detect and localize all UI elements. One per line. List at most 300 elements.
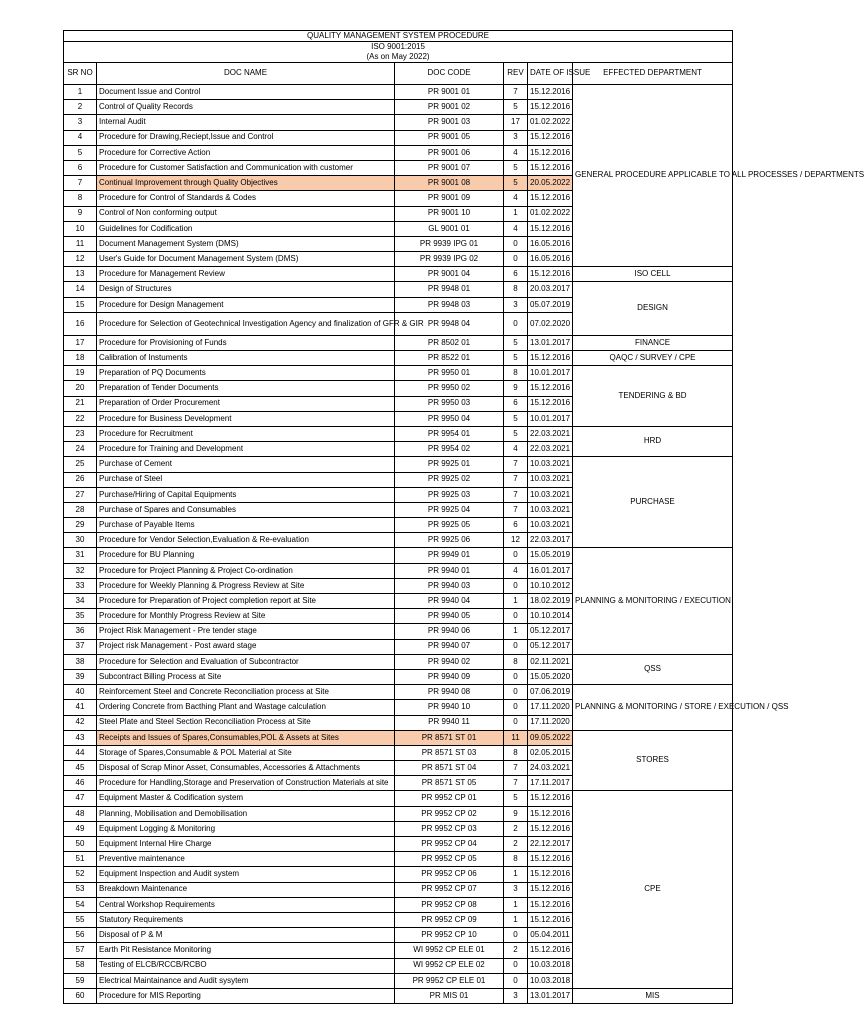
cell-sr-no: 59 [64, 973, 97, 988]
cell-sr-no: 49 [64, 821, 97, 836]
cell-doc-code: PR 8522 01 [395, 351, 504, 366]
cell-rev: 4 [504, 563, 528, 578]
cell-doc-name: Procedure for Design Management [97, 297, 395, 312]
cell-doc-name: Document Management System (DMS) [97, 236, 395, 251]
cell-sr-no: 52 [64, 867, 97, 882]
cell-rev: 0 [504, 578, 528, 593]
cell-doc-code: PR 9952 CP ELE 01 [395, 973, 504, 988]
cell-rev: 0 [504, 548, 528, 563]
cell-rev: 1 [504, 206, 528, 221]
cell-doc-code: PR 9950 01 [395, 366, 504, 381]
cell-rev: 7 [504, 761, 528, 776]
cell-doc-code: PR 9952 CP 10 [395, 928, 504, 943]
cell-doc-name: Procedure for Vendor Selection,Evaluation & Re-evaluation [97, 533, 395, 548]
cell-sr-no: 40 [64, 685, 97, 700]
cell-doc-name: Control of Non conforming output [97, 206, 395, 221]
cell-doc-name: Internal Audit [97, 115, 395, 130]
cell-rev: 1 [504, 912, 528, 927]
cell-doc-name: Procedure for Business Development [97, 411, 395, 426]
cell-date-of-issue: 15.12.2016 [528, 130, 573, 145]
cell-rev: 0 [504, 715, 528, 730]
cell-rev: 7 [504, 776, 528, 791]
cell-doc-name: Equipment Internal Hire Charge [97, 837, 395, 852]
col-header-date-of-issue: DATE OF ISSUE [528, 63, 573, 85]
cell-doc-name: Purchase of Steel [97, 472, 395, 487]
cell-date-of-issue: 15.12.2016 [528, 912, 573, 927]
cell-date-of-issue: 10.10.2012 [528, 578, 573, 593]
cell-doc-name: Procedure for BU Planning [97, 548, 395, 563]
cell-doc-name: Preparation of PQ Documents [97, 366, 395, 381]
cell-date-of-issue: 15.12.2016 [528, 267, 573, 282]
cell-date-of-issue: 15.12.2016 [528, 160, 573, 175]
cell-effected-department: GENERAL PROCEDURE APPLICABLE TO ALL PROCESSES / DEPARTMENTS [573, 85, 733, 267]
cell-doc-name: Procedure for Drawing,Reciept,Issue and Control [97, 130, 395, 145]
cell-sr-no: 18 [64, 351, 97, 366]
cell-doc-name: Procedure for Control of Standards & Codes [97, 191, 395, 206]
table-row [64, 988, 733, 1003]
table-row [64, 730, 733, 745]
cell-doc-code: WI 9952 CP ELE 01 [395, 943, 504, 958]
cell-sr-no: 15 [64, 297, 97, 312]
cell-doc-name: Receipts and Issues of Spares,Consumables,POL & Assets at Sites [97, 730, 395, 745]
cell-sr-no: 35 [64, 609, 97, 624]
cell-date-of-issue: 05.12.2017 [528, 624, 573, 639]
cell-doc-code: PR 9940 07 [395, 639, 504, 654]
cell-effected-department: PURCHASE [573, 457, 733, 548]
cell-doc-name: Procedure for MIS Reporting [97, 988, 395, 1003]
cell-date-of-issue: 16.05.2016 [528, 236, 573, 251]
cell-doc-code: PR 9952 CP 04 [395, 837, 504, 852]
cell-sr-no: 24 [64, 442, 97, 457]
cell-date-of-issue: 10.01.2017 [528, 411, 573, 426]
cell-rev: 0 [504, 252, 528, 267]
cell-rev: 8 [504, 366, 528, 381]
cell-rev: 1 [504, 594, 528, 609]
cell-doc-code: PR 9952 CP 05 [395, 852, 504, 867]
cell-date-of-issue: 15.12.2016 [528, 221, 573, 236]
cell-sr-no: 16 [64, 312, 97, 335]
cell-doc-code: PR 8571 ST 04 [395, 761, 504, 776]
table-row [64, 267, 733, 282]
cell-date-of-issue: 18.02.2019 [528, 594, 573, 609]
cell-rev: 0 [504, 685, 528, 700]
cell-effected-department: PLANNING & MONITORING / STORE / EXECUTION / QSS [573, 685, 733, 731]
cell-doc-code: PR 9952 CP 09 [395, 912, 504, 927]
cell-rev: 4 [504, 145, 528, 160]
cell-sr-no: 6 [64, 160, 97, 175]
cell-doc-code: PR 9925 02 [395, 472, 504, 487]
cell-date-of-issue: 15.12.2016 [528, 85, 573, 100]
cell-date-of-issue: 15.12.2016 [528, 191, 573, 206]
cell-sr-no: 57 [64, 943, 97, 958]
cell-date-of-issue: 10.03.2021 [528, 518, 573, 533]
cell-date-of-issue: 10.03.2018 [528, 973, 573, 988]
cell-rev: 5 [504, 351, 528, 366]
cell-sr-no: 31 [64, 548, 97, 563]
qms-procedure-table [63, 30, 864, 1004]
cell-sr-no: 10 [64, 221, 97, 236]
cell-rev: 7 [504, 487, 528, 502]
cell-doc-name: Statutory Requirements [97, 912, 395, 927]
cell-rev: 7 [504, 472, 528, 487]
cell-sr-no: 28 [64, 502, 97, 517]
cell-doc-code: PR 9952 CP 01 [395, 791, 504, 806]
cell-doc-code: PR 9925 06 [395, 533, 504, 548]
cell-doc-name: Earth Pit Resistance Monitoring [97, 943, 395, 958]
cell-date-of-issue: 16.05.2016 [528, 252, 573, 267]
cell-rev: 12 [504, 533, 528, 548]
cell-rev: 7 [504, 85, 528, 100]
cell-date-of-issue: 10.01.2017 [528, 366, 573, 381]
cell-effected-department: STORES [573, 730, 733, 791]
table-row [64, 685, 733, 700]
cell-doc-code: PR 9948 01 [395, 282, 504, 297]
cell-rev: 5 [504, 335, 528, 350]
cell-rev: 5 [504, 100, 528, 115]
col-header-doc-name: DOC NAME [97, 63, 395, 85]
cell-effected-department: CPE [573, 791, 733, 988]
cell-doc-code: PR 9939 IPG 02 [395, 252, 504, 267]
cell-doc-name: Purchase/Hiring of Capital Equipments [97, 487, 395, 502]
cell-sr-no: 32 [64, 563, 97, 578]
cell-date-of-issue: 10.03.2021 [528, 472, 573, 487]
cell-sr-no: 38 [64, 654, 97, 669]
cell-sr-no: 14 [64, 282, 97, 297]
table-row [64, 351, 733, 366]
cell-doc-code: PR 9948 04 [395, 312, 504, 335]
cell-date-of-issue: 10.03.2021 [528, 502, 573, 517]
cell-rev: 0 [504, 669, 528, 684]
cell-rev: 3 [504, 988, 528, 1003]
cell-date-of-issue: 09.05.2022 [528, 730, 573, 745]
cell-sr-no: 17 [64, 335, 97, 350]
cell-date-of-issue: 16.01.2017 [528, 563, 573, 578]
cell-doc-name: Purchase of Cement [97, 457, 395, 472]
cell-doc-code: PR 9952 CP 08 [395, 897, 504, 912]
cell-date-of-issue: 10.03.2021 [528, 487, 573, 502]
cell-date-of-issue: 15.12.2016 [528, 897, 573, 912]
cell-rev: 8 [504, 282, 528, 297]
cell-doc-name: Control of Quality Records [97, 100, 395, 115]
cell-doc-code: PR 9952 CP 03 [395, 821, 504, 836]
cell-doc-name: Planning, Mobilisation and Demobilisation [97, 806, 395, 821]
table-row [64, 282, 733, 297]
cell-rev: 3 [504, 882, 528, 897]
cell-doc-name: Design of Structures [97, 282, 395, 297]
cell-sr-no: 1 [64, 85, 97, 100]
cell-date-of-issue: 15.12.2016 [528, 867, 573, 882]
cell-doc-code: PR 9940 09 [395, 669, 504, 684]
cell-sr-no: 26 [64, 472, 97, 487]
cell-sr-no: 34 [64, 594, 97, 609]
cell-doc-name: Calibration of Instuments [97, 351, 395, 366]
cell-doc-code: PR 9925 05 [395, 518, 504, 533]
cell-date-of-issue: 15.05.2020 [528, 669, 573, 684]
cell-rev: 17 [504, 115, 528, 130]
cell-doc-name: Document Issue and Control [97, 85, 395, 100]
cell-sr-no: 19 [64, 366, 97, 381]
cell-doc-name: Purchase of Payable Items [97, 518, 395, 533]
cell-rev: 4 [504, 442, 528, 457]
cell-rev: 6 [504, 396, 528, 411]
cell-date-of-issue: 15.12.2016 [528, 821, 573, 836]
cell-rev: 2 [504, 943, 528, 958]
cell-doc-name: Disposal of P & M [97, 928, 395, 943]
cell-doc-code: PR 9001 06 [395, 145, 504, 160]
standard-subtitle: ISO 9001:2015 [64, 42, 733, 53]
cell-doc-name: Procedure for Monthly Progress Review at Site [97, 609, 395, 624]
cell-doc-code: PR 9950 03 [395, 396, 504, 411]
cell-doc-code: PR 9949 01 [395, 548, 504, 563]
cell-sr-no: 20 [64, 381, 97, 396]
cell-sr-no: 12 [64, 252, 97, 267]
cell-date-of-issue: 20.05.2022 [528, 176, 573, 191]
table-row [64, 457, 733, 472]
cell-effected-department: MIS [573, 988, 733, 1003]
cell-doc-code: PR 9940 08 [395, 685, 504, 700]
cell-doc-name: Procedure for Customer Satisfaction and Communication with customer [97, 160, 395, 175]
cell-date-of-issue: 02.11.2021 [528, 654, 573, 669]
cell-doc-code: WI 9952 CP ELE 02 [395, 958, 504, 973]
cell-sr-no: 22 [64, 411, 97, 426]
cell-doc-name: Continual Improvement through Quality Objectives [97, 176, 395, 191]
cell-sr-no: 21 [64, 396, 97, 411]
cell-date-of-issue: 15.12.2016 [528, 381, 573, 396]
cell-rev: 0 [504, 973, 528, 988]
cell-doc-code: PR 8571 ST 01 [395, 730, 504, 745]
cell-doc-name: Equipment Inspection and Audit system [97, 867, 395, 882]
cell-doc-name: Procedure for Corrective Action [97, 145, 395, 160]
cell-date-of-issue: 17.11.2020 [528, 700, 573, 715]
cell-doc-code: PR 9001 04 [395, 267, 504, 282]
cell-doc-name: Preparation of Tender Documents [97, 381, 395, 396]
cell-date-of-issue: 05.07.2019 [528, 297, 573, 312]
cell-effected-department: FINANCE [573, 335, 733, 350]
cell-doc-code: PR 9940 10 [395, 700, 504, 715]
cell-doc-code: PR 9925 04 [395, 502, 504, 517]
as-on-date: (As on May 2022) [64, 52, 733, 63]
table-row [64, 548, 733, 563]
cell-rev: 4 [504, 221, 528, 236]
cell-date-of-issue: 22.12.2017 [528, 837, 573, 852]
cell-date-of-issue: 17.11.2020 [528, 715, 573, 730]
cell-sr-no: 47 [64, 791, 97, 806]
cell-doc-name: Procedure for Handling,Storage and Preservation of Construction Materials at site [97, 776, 395, 791]
cell-doc-name: Procedure for Preparation of Project completion report at Site [97, 594, 395, 609]
cell-doc-name: Central Workshop Requirements [97, 897, 395, 912]
cell-sr-no: 4 [64, 130, 97, 145]
cell-sr-no: 54 [64, 897, 97, 912]
cell-rev: 0 [504, 928, 528, 943]
cell-rev: 5 [504, 160, 528, 175]
cell-sr-no: 58 [64, 958, 97, 973]
cell-rev: 11 [504, 730, 528, 745]
cell-date-of-issue: 22.03.2021 [528, 442, 573, 457]
cell-date-of-issue: 13.01.2017 [528, 988, 573, 1003]
table-row [64, 654, 733, 669]
cell-rev: 7 [504, 457, 528, 472]
cell-sr-no: 43 [64, 730, 97, 745]
cell-doc-code: PR 9001 01 [395, 85, 504, 100]
cell-doc-code: PR 9001 09 [395, 191, 504, 206]
cell-date-of-issue: 07.02.2020 [528, 312, 573, 335]
cell-doc-name: Equipment Master & Codification system [97, 791, 395, 806]
cell-rev: 1 [504, 867, 528, 882]
cell-doc-code: PR 9940 04 [395, 594, 504, 609]
cell-doc-name: Procedure for Weekly Planning & Progress Review at Site [97, 578, 395, 593]
cell-sr-no: 30 [64, 533, 97, 548]
cell-doc-name: Purchase of Spares and Consumables [97, 502, 395, 517]
cell-doc-code: PR 9952 CP 07 [395, 882, 504, 897]
cell-rev: 1 [504, 897, 528, 912]
cell-doc-name: Storage of Spares,Consumable & POL Material at Site [97, 745, 395, 760]
cell-sr-no: 50 [64, 837, 97, 852]
cell-sr-no: 25 [64, 457, 97, 472]
cell-date-of-issue: 01.02.2022 [528, 115, 573, 130]
cell-rev: 0 [504, 236, 528, 251]
cell-sr-no: 44 [64, 745, 97, 760]
cell-doc-code: PR 9939 IPG 01 [395, 236, 504, 251]
cell-sr-no: 55 [64, 912, 97, 927]
cell-doc-code: PR 9948 03 [395, 297, 504, 312]
cell-doc-name: Procedure for Provisioning of Funds [97, 335, 395, 350]
cell-sr-no: 39 [64, 669, 97, 684]
cell-rev: 2 [504, 821, 528, 836]
cell-date-of-issue: 15.12.2016 [528, 806, 573, 821]
cell-date-of-issue: 05.04.2011 [528, 928, 573, 943]
cell-doc-code: PR 9954 02 [395, 442, 504, 457]
col-header-sr-no: SR NO [64, 63, 97, 85]
cell-rev: 8 [504, 745, 528, 760]
cell-sr-no: 53 [64, 882, 97, 897]
cell-sr-no: 33 [64, 578, 97, 593]
cell-doc-code: PR 9952 CP 06 [395, 867, 504, 882]
table-row [64, 366, 733, 381]
cell-date-of-issue: 15.12.2016 [528, 791, 573, 806]
cell-doc-name: Procedure for Project Planning & Project Co-ordination [97, 563, 395, 578]
cell-rev: 0 [504, 639, 528, 654]
cell-doc-code: PR 9001 10 [395, 206, 504, 221]
cell-sr-no: 48 [64, 806, 97, 821]
cell-rev: 0 [504, 958, 528, 973]
cell-doc-code: PR 9001 08 [395, 176, 504, 191]
cell-date-of-issue: 15.05.2019 [528, 548, 573, 563]
cell-doc-name: Procedure for Selection and Evaluation of Subcontractor [97, 654, 395, 669]
cell-doc-code: PR 9001 05 [395, 130, 504, 145]
cell-date-of-issue: 01.02.2022 [528, 206, 573, 221]
cell-rev: 5 [504, 791, 528, 806]
cell-rev: 4 [504, 191, 528, 206]
cell-sr-no: 51 [64, 852, 97, 867]
cell-date-of-issue: 10.03.2021 [528, 457, 573, 472]
cell-date-of-issue: 22.03.2017 [528, 533, 573, 548]
cell-rev: 9 [504, 381, 528, 396]
cell-effected-department: DESIGN [573, 282, 733, 335]
cell-date-of-issue: 15.12.2016 [528, 396, 573, 411]
cell-doc-code: PR 9001 03 [395, 115, 504, 130]
cell-sr-no: 37 [64, 639, 97, 654]
col-header-effected-department: EFFECTED DEPARTMENT [573, 63, 733, 85]
cell-effected-department: QSS [573, 654, 733, 684]
cell-doc-code: PR 9925 03 [395, 487, 504, 502]
cell-sr-no: 5 [64, 145, 97, 160]
cell-rev: 8 [504, 654, 528, 669]
cell-doc-code: PR 9940 06 [395, 624, 504, 639]
table-row [64, 335, 733, 350]
cell-rev: 3 [504, 130, 528, 145]
cell-rev: 0 [504, 312, 528, 335]
cell-doc-name: Project risk Management - Post award stage [97, 639, 395, 654]
cell-rev: 5 [504, 411, 528, 426]
cell-effected-department: HRD [573, 426, 733, 456]
cell-date-of-issue: 15.12.2016 [528, 100, 573, 115]
table-row [64, 791, 733, 806]
cell-doc-code: PR 9001 07 [395, 160, 504, 175]
cell-date-of-issue: 02.05.2015 [528, 745, 573, 760]
cell-date-of-issue: 20.03.2017 [528, 282, 573, 297]
cell-sr-no: 9 [64, 206, 97, 221]
cell-sr-no: 36 [64, 624, 97, 639]
cell-doc-code: PR 9940 02 [395, 654, 504, 669]
cell-effected-department: QAQC / SURVEY / CPE [573, 351, 733, 366]
cell-date-of-issue: 15.12.2016 [528, 943, 573, 958]
cell-sr-no: 7 [64, 176, 97, 191]
cell-rev: 9 [504, 806, 528, 821]
cell-date-of-issue: 15.12.2016 [528, 145, 573, 160]
cell-sr-no: 29 [64, 518, 97, 533]
cell-doc-name: Ordering Concrete from Bacthing Plant and Wastage calculation [97, 700, 395, 715]
cell-doc-code: PR MIS 01 [395, 988, 504, 1003]
cell-doc-code: PR 9950 04 [395, 411, 504, 426]
cell-doc-code: PR 8571 ST 03 [395, 745, 504, 760]
cell-doc-code: PR 9940 01 [395, 563, 504, 578]
cell-doc-code: PR 9925 01 [395, 457, 504, 472]
cell-doc-name: Disposal of Scrap Minor Asset, Consumables, Accessories & Attachments [97, 761, 395, 776]
cell-date-of-issue: 22.03.2021 [528, 426, 573, 441]
cell-rev: 2 [504, 837, 528, 852]
cell-sr-no: 42 [64, 715, 97, 730]
cell-sr-no: 27 [64, 487, 97, 502]
cell-date-of-issue: 13.01.2017 [528, 335, 573, 350]
cell-sr-no: 11 [64, 236, 97, 251]
cell-doc-name: Guidelines for Codification [97, 221, 395, 236]
cell-doc-name: Project Risk Management - Pre tender stage [97, 624, 395, 639]
col-header-rev: REV [504, 63, 528, 85]
cell-date-of-issue: 24.03.2021 [528, 761, 573, 776]
cell-doc-code: PR 9001 02 [395, 100, 504, 115]
col-header-doc-code: DOC CODE [395, 63, 504, 85]
cell-doc-name: Steel Plate and Steel Section Reconciliation Process at Site [97, 715, 395, 730]
cell-effected-department: TENDERING & BD [573, 366, 733, 427]
cell-date-of-issue: 10.10.2014 [528, 609, 573, 624]
cell-rev: 6 [504, 518, 528, 533]
cell-sr-no: 2 [64, 100, 97, 115]
cell-doc-name: Preparation of Order Procurement [97, 396, 395, 411]
cell-doc-name: Electrical Maintainance and Audit sysytem [97, 973, 395, 988]
cell-sr-no: 46 [64, 776, 97, 791]
cell-date-of-issue: 05.12.2017 [528, 639, 573, 654]
cell-date-of-issue: 15.12.2016 [528, 351, 573, 366]
cell-rev: 6 [504, 267, 528, 282]
cell-sr-no: 41 [64, 700, 97, 715]
cell-date-of-issue: 17.11.2017 [528, 776, 573, 791]
cell-date-of-issue: 15.12.2016 [528, 882, 573, 897]
cell-doc-code: PR 9954 01 [395, 426, 504, 441]
table-row [64, 85, 733, 100]
cell-doc-code: GL 9001 01 [395, 221, 504, 236]
cell-rev: 5 [504, 176, 528, 191]
cell-doc-code: PR 8571 ST 05 [395, 776, 504, 791]
